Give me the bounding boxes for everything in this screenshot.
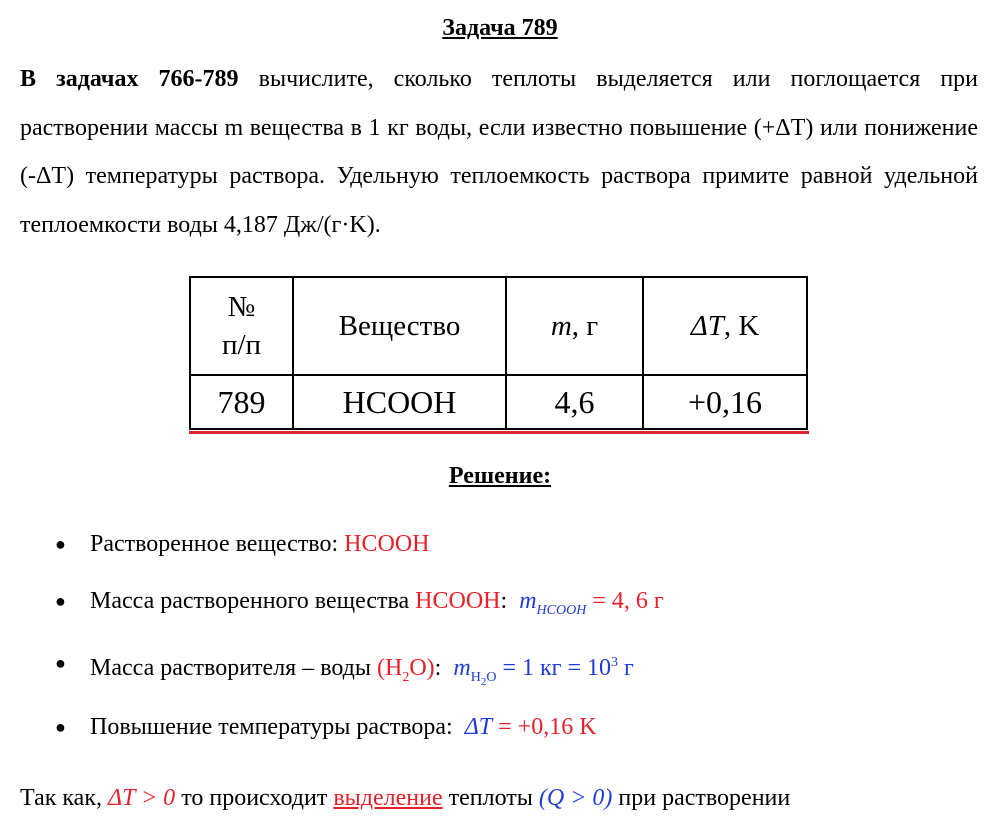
item-colon: : [434,655,442,681]
table-header-row [190,277,807,375]
item-value: HCOOH [415,588,501,614]
bottom-math-2: (Q > 0) [538,785,613,811]
cell-mass: 4,6 [506,375,643,429]
math-equation: = +0,16 K [492,714,597,740]
header-mass-unit: , г [571,310,599,342]
math-symbol: m [453,655,471,681]
bullet-icon: ● [55,653,66,673]
header-substance: Вещество [293,277,506,375]
item-label: Масса растворителя – воды [90,655,378,681]
conclusion-line [20,778,790,818]
header-number [190,277,293,375]
math-superscript: 3 [611,655,619,670]
item-label: Растворенное вещество: [90,531,345,557]
math-unit: г [618,655,634,681]
item-label: Повышение температуры раствора: [90,714,459,740]
spellcheck-underline [189,431,809,434]
header-delta-t [643,277,807,375]
item-label: Масса растворенного вещества [90,588,416,614]
intro-text: вычислите, сколько теплоты выделяется или поглощается при растворении массы m вещества в 1 кг воды, если известно повышение (+ΔT) или понижение (-ΔT) температуры раствора. Удельную теплоемкость раствора примите равной удельной теплоемкости воды 4,187 Дж/(г·K). [20,66,979,238]
cell-number: 789 [190,375,293,429]
sub-pre: H [470,669,481,685]
value-sub: 2 [402,669,410,685]
value-pre: (H [377,655,403,681]
header-delta-text: ΔT [690,310,724,342]
header-delta-unit: , K [723,310,760,342]
cell-substance: HCOOH [293,375,506,429]
bottom-text-1: Так как, [20,785,108,811]
math-equation: = 4, 6 г [586,588,664,614]
bullet-icon: ● [55,534,66,554]
math-subscript [470,669,497,688]
solution-title: Решение: [448,463,552,489]
header-delta-symbol [691,310,724,342]
math-equation: = 1 кг = 10 [496,655,612,681]
sub-post: O [486,669,497,685]
sub-sub: 2 [480,675,487,688]
data-table [189,276,808,430]
bottom-text-2: то происходит [175,785,334,811]
table-row [190,375,807,429]
math-subscript: HCOOH [536,602,587,618]
bottom-text-3: теплоты [442,785,539,811]
header-mass-symbol: m [550,310,572,342]
task-title: Задача 789 [442,15,558,41]
value-post: O) [409,655,435,681]
math-symbol: m [519,588,537,614]
bullet-icon: ● [55,717,66,737]
bottom-highlight: выделение [333,785,443,811]
cell-delta-t: +0,16 [643,375,807,429]
math-symbol: ΔT [464,714,493,740]
item-colon: : [500,588,508,614]
intro-bold: В задачах 766-789 [20,66,239,92]
bottom-math-1: ΔT > 0 [107,785,176,811]
header-number-line1: № [227,291,256,323]
header-number-line2: п/п [221,329,262,361]
task-description [20,55,978,249]
bullet-icon: ● [55,591,66,611]
item-value: HCOOH [344,531,430,557]
item-value [377,655,435,685]
bottom-text-4: при растворении [612,785,791,811]
header-mass [506,277,643,375]
